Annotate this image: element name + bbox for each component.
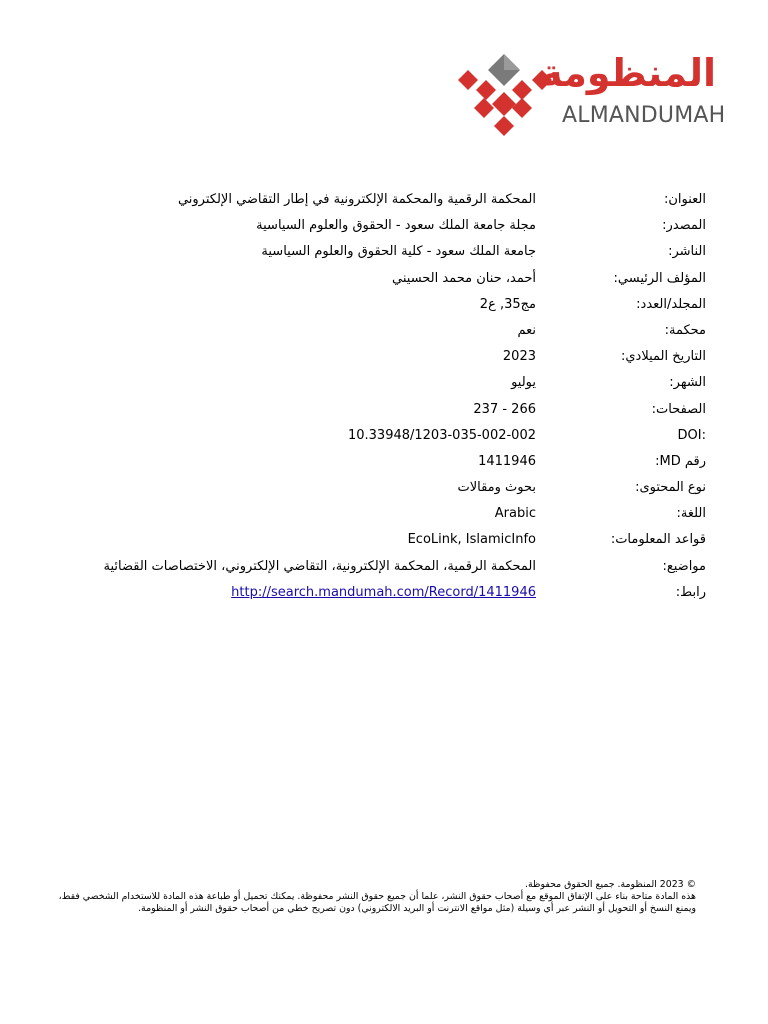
- row-subjects: [40, 554, 706, 580]
- language-value: Arabic: [494, 506, 536, 522]
- row-month: [40, 370, 706, 396]
- copyright-footer: [50, 879, 696, 915]
- md-number-value: 1411946: [478, 453, 536, 469]
- row-year: [40, 344, 706, 370]
- record-metadata: [40, 187, 706, 606]
- logo-english-wordmark: ALMANDUMAH: [562, 103, 726, 128]
- link-value: [40, 580, 536, 606]
- language-label: اللغة:: [676, 506, 706, 522]
- content-type-value: بحوث ومقالات: [457, 480, 536, 496]
- subjects-value: المحكمة الرقمية، المحكمة الإلكترونية، التقاضي الإلكتروني، الاختصاصات القضائية: [103, 558, 536, 574]
- almandumah-logo[interactable]: [456, 48, 726, 138]
- title-value: المحكمة الرقمية والمحكمة الإلكترونية في إطار التقاضي الإلكتروني: [177, 192, 536, 207]
- md-number-label: رقم MD:: [655, 453, 706, 469]
- month-label: الشهر:: [669, 375, 706, 391]
- row-title: [40, 187, 706, 213]
- pages-label: الصفحات:: [651, 401, 706, 417]
- row-peer-reviewed: [40, 318, 706, 344]
- source-value: مجلة جامعة الملك سعود - الحقوق والعلوم السياسية: [256, 218, 536, 234]
- volume-value: مج35, ع2: [479, 296, 536, 312]
- row-source: [40, 213, 706, 239]
- row-author: [40, 266, 706, 292]
- databases-label: قواعد المعلومات:: [610, 532, 706, 548]
- row-content-type: [40, 475, 706, 501]
- source-label: المصدر:: [662, 218, 706, 234]
- month-value: يوليو: [511, 375, 536, 391]
- record-link[interactable]: http://search.mandumah.com/Record/1411946: [231, 584, 536, 600]
- peer-reviewed-value: نعم: [517, 322, 536, 338]
- publisher-label: الناشر:: [668, 244, 706, 260]
- row-doi: [40, 423, 706, 449]
- row-databases: [40, 527, 706, 553]
- copyright-line: © 2023 المنظومة. جميع الحقوق محفوظة.: [525, 879, 696, 890]
- author-label: المؤلف الرئيسي:: [613, 270, 706, 286]
- logo-arabic-wordmark: المنظومة: [540, 51, 716, 95]
- doi-value: 10.33948/1203-035-002-002: [347, 427, 536, 443]
- row-language: [40, 501, 706, 527]
- row-volume: [40, 292, 706, 318]
- peer-reviewed-label: محكمة:: [664, 322, 706, 338]
- title-label: العنوان:: [663, 192, 706, 207]
- doi-label: DOI:: [677, 427, 706, 443]
- subjects-label: مواضيع:: [662, 558, 706, 574]
- author-value: أحمد، حنان محمد الحسيني: [392, 270, 536, 286]
- content-type-label: نوع المحتوى:: [635, 480, 706, 496]
- pages-value: 237 - 266: [473, 401, 536, 417]
- year-value: 2023: [502, 349, 536, 365]
- row-publisher: [40, 239, 706, 265]
- row-md-number: [40, 449, 706, 475]
- row-link: [40, 580, 706, 606]
- volume-label: المجلد/العدد:: [636, 296, 706, 312]
- databases-value: EcoLink, IslamicInfo: [407, 532, 536, 548]
- usage-notice: هذه المادة متاحة بناء على الإتفاق الموقع مع أصحاب حقوق النشر، علما أن جميع حقوق النشر محفوظة. يمكنك تحميل أو طباعة هذه المادة للاستخدام الشخصي فقط، ويمنع النسخ أو التحويل أو النشر عبر أي وسيلة (مثل مواقع الانترنت أو البريد الالكتروني) دون تصريح خطي من أصحاب حقوق النشر أو المنظومة.: [58, 891, 696, 914]
- publisher-value: جامعة الملك سعود - كلية الحقوق والعلوم السياسية: [261, 244, 536, 260]
- year-label: التاريخ الميلادي:: [621, 349, 706, 365]
- row-pages: [40, 397, 706, 423]
- link-label: رابط:: [675, 584, 706, 600]
